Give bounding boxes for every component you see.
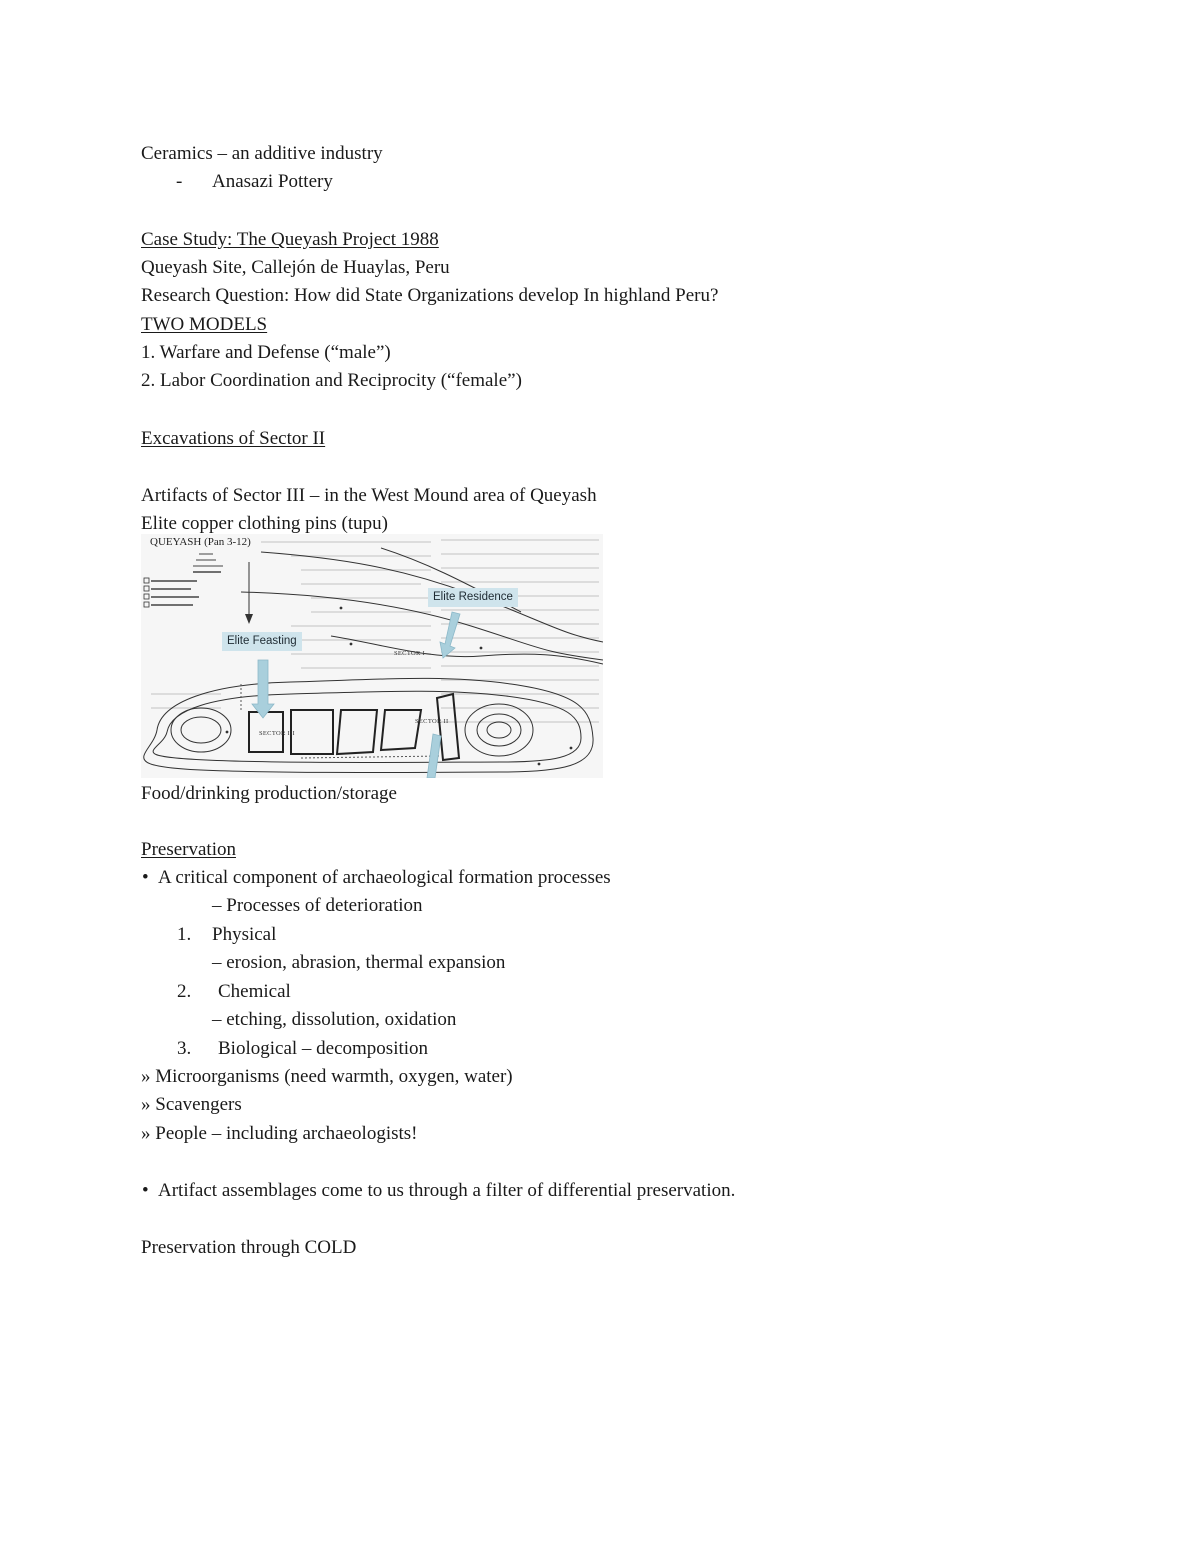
- model-item: 1. Warfare and Defense (“male”): [141, 342, 391, 363]
- two-models-heading: TWO MODELS: [141, 314, 268, 335]
- arrow-item: » People – including archaeologists!: [141, 1123, 418, 1144]
- process-detail: – erosion, abrasion, thermal expansion: [212, 952, 506, 973]
- process-detail: – etching, dissolution, oxidation: [212, 1009, 457, 1030]
- research-question: Research Question: How did State Organizations develop In highland Peru?: [141, 285, 719, 306]
- elite-residence-label: Elite Residence: [428, 588, 518, 607]
- ceramics-heading: Ceramics – an additive industry: [141, 143, 383, 164]
- bullet-dash: -: [176, 171, 183, 192]
- sector-iii-label: SECTOR III: [259, 730, 295, 737]
- list-number: 1.: [177, 924, 192, 945]
- process-chemical: Chemical: [218, 981, 291, 1002]
- food-line: Food/drinking production/storage: [141, 783, 397, 804]
- case-study-heading: Case Study: The Queyash Project 1988: [141, 229, 439, 250]
- site-map-drawing: [141, 534, 603, 778]
- arrow-item: » Scavengers: [141, 1094, 242, 1115]
- process-physical: Physical: [212, 924, 277, 945]
- cold-line: Preservation through COLD: [141, 1237, 357, 1258]
- queyash-site-map: [141, 534, 603, 778]
- bullet-marker: •: [142, 1180, 149, 1201]
- excavations-heading: Excavations of Sector II: [141, 428, 326, 449]
- anasazi-bullet: Anasazi Pottery: [212, 171, 333, 192]
- sector-i-label: SECTOR I: [394, 650, 425, 657]
- process-biological: Biological – decomposition: [218, 1038, 429, 1059]
- site-line: Queyash Site, Callejón de Huaylas, Peru: [141, 257, 450, 278]
- arrow-item: » Microorganisms (need warmth, oxygen, water): [141, 1066, 513, 1087]
- bullet-marker: •: [142, 867, 149, 888]
- list-number: 2.: [177, 981, 192, 1002]
- figure-title: QUEYASH (Pan 3-12): [150, 536, 251, 548]
- sector-ii-label: SECTOR II: [415, 718, 449, 725]
- list-number: 3.: [177, 1038, 192, 1059]
- artifacts-line: Artifacts of Sector III – in the West Mound area of Queyash: [141, 485, 597, 506]
- model-item: 2. Labor Coordination and Reciprocity (“female”): [141, 370, 522, 391]
- preservation-point: A critical component of archaeological formation processes: [158, 867, 611, 888]
- elite-feasting-label: Elite Feasting: [222, 632, 302, 651]
- preservation-point: Artifact assemblages come to us through a filter of differential preservation.: [158, 1180, 736, 1201]
- pins-line: Elite copper clothing pins (tupu): [141, 513, 388, 534]
- deterioration-subpoint: – Processes of deterioration: [212, 895, 423, 916]
- preservation-heading: Preservation: [141, 839, 236, 860]
